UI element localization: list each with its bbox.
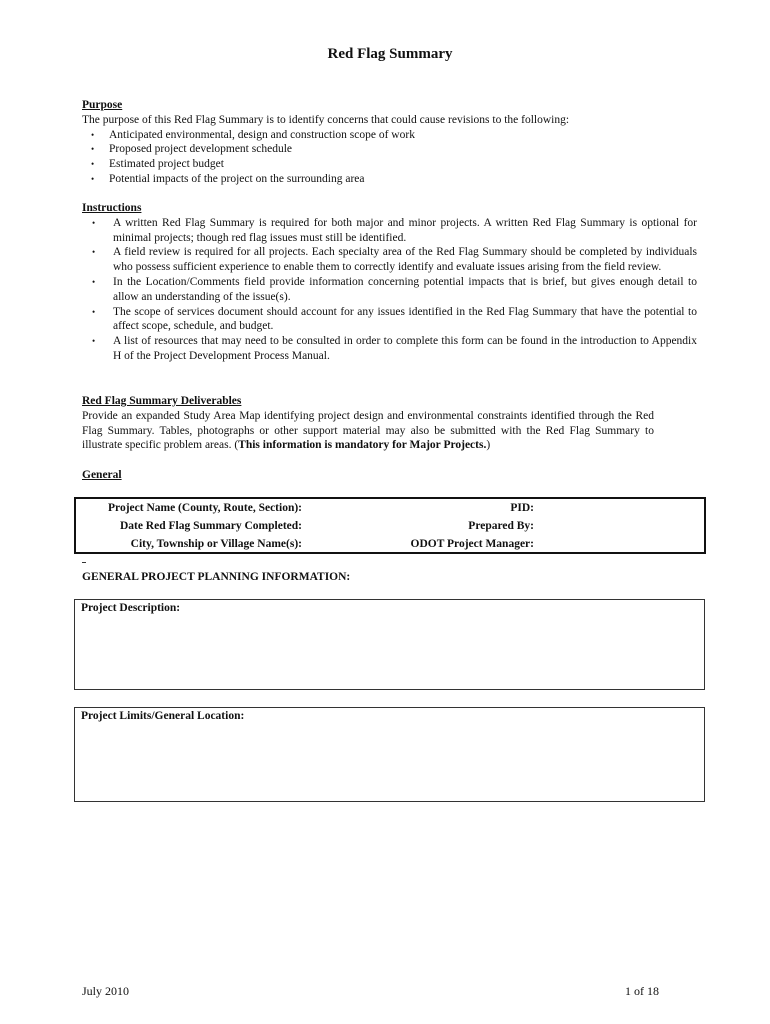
project-limits-box[interactable] <box>74 707 705 802</box>
planning-heading: GENERAL PROJECT PLANNING INFORMATION: <box>82 571 351 583</box>
city-township-label: City, Township or Village Name(s): <box>130 538 302 550</box>
page-title: Red Flag Summary <box>327 46 453 62</box>
instruction-item: • A list of resources that may need to be consulted in order to complete this form can be found in the introduction to Appendix H of the Project Development Process Manual. <box>82 334 697 364</box>
footer-date: July 2010 <box>82 984 130 998</box>
instruction-item: • A field review is required for all projects. Each specialty area of the Red Flag Summary should be completed by individuals who possess sufficient experience to enable them to correctly identify and evaluate issues arising from the field review. <box>82 245 697 275</box>
purpose-item: • Potential impacts of the project on the surrounding area <box>82 172 697 187</box>
instructions-list <box>82 216 697 364</box>
project-description-box[interactable] <box>74 599 705 690</box>
instruction-item: • A written Red Flag Summary is required for both major and minor projects. A written Red Flag Summary is optional for minimal projects; though red flag issues must still be identified. <box>82 216 697 246</box>
project-name-label: Project Name (County, Route, Section): <box>108 502 302 514</box>
purpose-section <box>82 98 697 187</box>
purpose-intro: The purpose of this Red Flag Summary is to identify concerns that could cause revisions to the following: <box>82 113 570 126</box>
prepared-by-label: Prepared By: <box>468 520 534 532</box>
instruction-item: • In the Location/Comments field provide information concerning potential impacts that is brief, but gives enough detail to allow an understanding of the issue(s). <box>82 275 697 305</box>
purpose-list <box>82 128 697 187</box>
purpose-heading: Purpose <box>82 99 123 111</box>
deliverables-close: ) <box>486 439 491 452</box>
general-info-box <box>74 497 706 554</box>
divider-mark <box>82 562 86 563</box>
purpose-item: • Estimated project budget <box>82 157 697 172</box>
info-row <box>76 520 704 538</box>
date-completed-label: Date Red Flag Summary Completed: <box>119 520 302 532</box>
general-heading: General <box>82 469 122 481</box>
project-manager-label: ODOT Project Manager: <box>410 538 534 550</box>
info-row <box>76 502 704 520</box>
instructions-heading: Instructions <box>82 202 142 214</box>
general-section <box>82 468 697 483</box>
instruction-item: • The scope of services document should account for any issues identified in the Red Flag Summary that have the potential to affect scope, schedule, and budget. <box>82 305 697 335</box>
deliverables-body: Provide an expanded Study Area Map identifying project design and environmental constraints identified through the Red Flag Summary. Tables, photographs or other support material may also be submitted with the Red Flag Summary to illustrate specific problem areas. ( <box>82 409 654 452</box>
instructions-section <box>82 201 697 364</box>
pid-label: PID: <box>510 502 534 514</box>
info-row <box>76 538 704 556</box>
deliverables-section <box>82 394 654 453</box>
footer-page-number: 1 of 18 <box>625 984 659 998</box>
project-limits-label: Project Limits/General Location: <box>81 710 245 722</box>
purpose-item: • Proposed project development schedule <box>82 142 697 157</box>
purpose-item: • Anticipated environmental, design and construction scope of work <box>82 128 697 143</box>
deliverables-heading: Red Flag Summary Deliverables <box>82 395 242 407</box>
deliverables-text <box>82 409 654 453</box>
project-description-label: Project Description: <box>81 602 181 614</box>
deliverables-mandatory-note: This information is mandatory for Major Projects. <box>238 439 487 452</box>
